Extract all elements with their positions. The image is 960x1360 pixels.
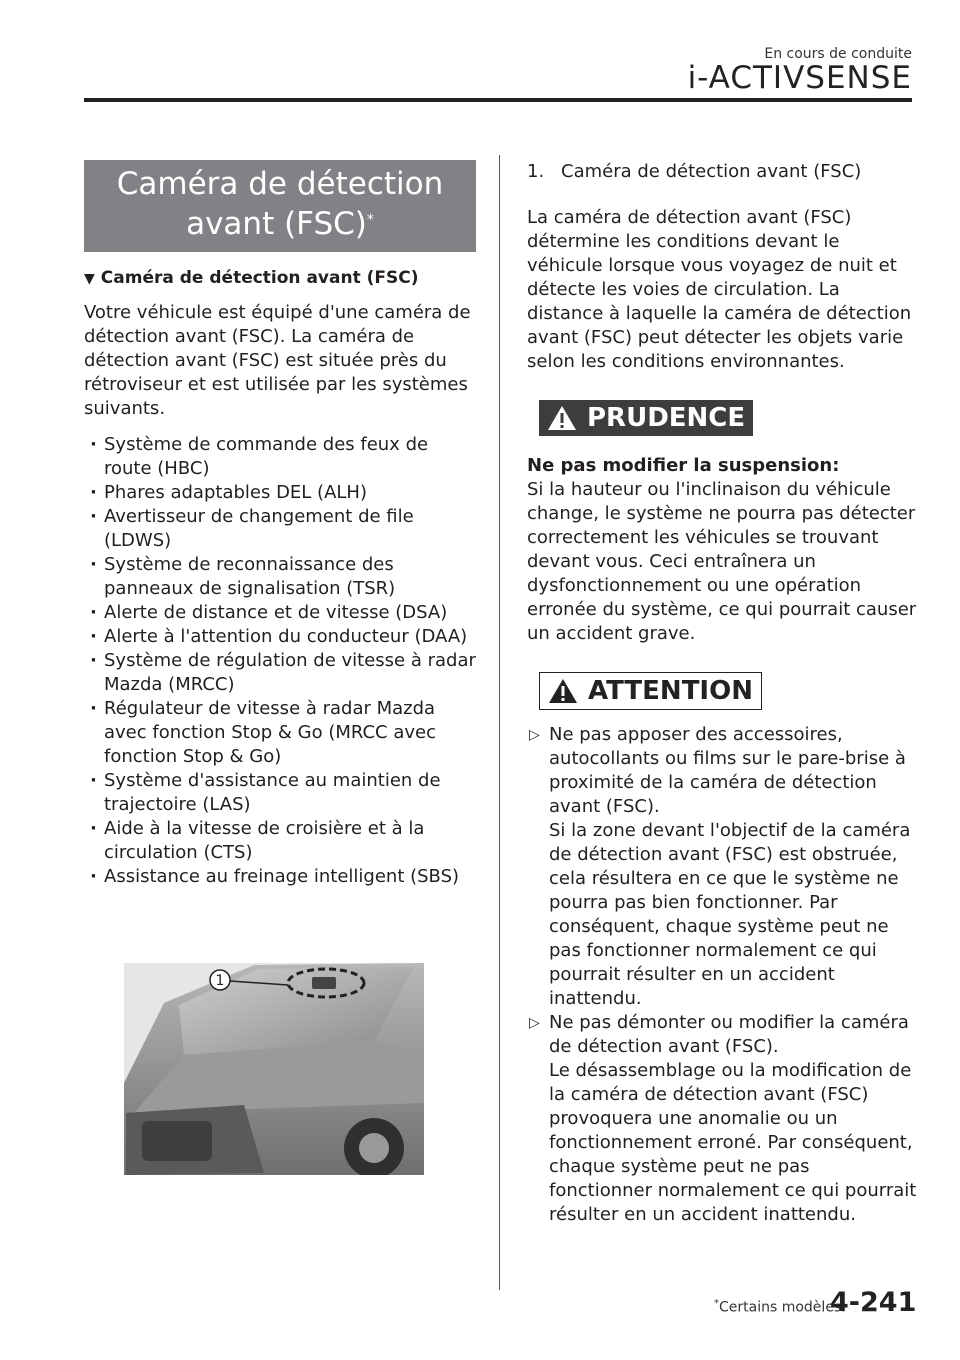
attention-badge xyxy=(539,672,762,710)
footnote-mark: * xyxy=(714,1298,719,1309)
left-column xyxy=(84,160,476,889)
list-item xyxy=(527,1011,917,1227)
warning-triangle-icon xyxy=(548,678,578,704)
title-line-2-text: avant (FSC) xyxy=(186,206,367,242)
title-line-1: Caméra de détection xyxy=(116,166,444,202)
page-title xyxy=(84,160,476,252)
caption-text: Caméra de détection avant (FSC) xyxy=(561,161,862,182)
attention-detail: Le désassemblage ou la modification de la caméra de détection avant (FSC) provoquera une anomalie ou un fonctionnement erroné. Par conséquent, chaque système peut ne pas fonctionner normalement ce qui pourrait résulter en un accident inattendu. xyxy=(549,1060,917,1225)
list-item: · Assistance au freinage intelligent (SBS) xyxy=(84,865,476,889)
wheel-rim xyxy=(359,1133,389,1163)
list-item: · Alerte de distance et de vitesse (DSA) xyxy=(84,601,476,625)
footnote xyxy=(714,1298,846,1316)
subheading xyxy=(84,266,476,291)
list-item xyxy=(527,723,917,1011)
column-divider xyxy=(499,155,500,1290)
list-item: · Avertisseur de changement de file (LDWS) xyxy=(84,505,476,553)
list-item: · Système de régulation de vitesse à radar Mazda (MRCC) xyxy=(84,649,476,697)
header-section: En cours de conduite xyxy=(764,46,912,62)
triangle-down-icon: ▼ xyxy=(84,271,95,287)
header-chapter: i-ACTIVSENSE xyxy=(687,60,912,96)
list-item: · Aide à la vitesse de croisière et à la circulation (CTS) xyxy=(84,817,476,865)
page-number: 4-241 xyxy=(830,1287,917,1318)
list-item: · Régulateur de vitesse à radar Mazda avec fonction Stop & Go (MRCC avec fonction Stop & Go) xyxy=(84,697,476,769)
caution-title: Ne pas modifier la suspension: xyxy=(527,455,840,476)
list-item: · Phares adaptables DEL (ALH) xyxy=(84,481,476,505)
list-item: · Système d'assistance au maintien de trajectoire (LAS) xyxy=(84,769,476,817)
list-item: · Alerte à l'attention du conducteur (DAA) xyxy=(84,625,476,649)
attention-lead: ▷ Ne pas démonter ou modifier la caméra de détection avant (FSC). xyxy=(549,1012,909,1057)
warning-triangle-icon xyxy=(547,405,577,431)
subheading-text: Caméra de détection avant (FSC) xyxy=(100,268,419,288)
intro-paragraph: Votre véhicule est équipé d'une caméra de détection avant (FSC). La caméra de détection avant (FSC) est située près du rétroviseur et est utilisée par les systèmes suivants. xyxy=(84,302,471,419)
header-rule xyxy=(84,98,912,102)
car-camera-illustration xyxy=(124,963,424,1175)
list-item: · Système de reconnaissance des panneaux de signalisation (TSR) xyxy=(84,553,476,601)
title-line-2 xyxy=(84,204,476,244)
list-item: · Système de commande des feux de route (HBC) xyxy=(84,433,476,481)
attention-lead: ▷ Ne pas apposer des accessoires, autocollants ou films sur le pare-brise à proximité de la caméra de détection avant (FSC). xyxy=(549,724,906,817)
attention-label: ATTENTION xyxy=(588,676,753,706)
rearview-mirror xyxy=(312,977,336,989)
systems-list xyxy=(84,433,476,889)
figure-caption xyxy=(527,160,917,184)
asterisk-mark: * xyxy=(366,212,374,228)
caution-badge xyxy=(539,400,753,436)
footnote-text: Certains modèles. xyxy=(719,1299,846,1316)
caption-number: 1. xyxy=(527,161,545,182)
attention-detail: Si la zone devant l'objectif de la caméra de détection avant (FSC) est obstruée, cela résultera en ce que le système ne pourra pas bien fonctionner. Par conséquent, chaque système peut ne pas fonctionner normalement ce qui pourrait résulter en un accident inattendu. xyxy=(549,820,911,1009)
attention-list xyxy=(527,723,917,1227)
grille xyxy=(142,1121,212,1161)
description-paragraph: La caméra de détection avant (FSC) détermine les conditions devant le véhicule lorsque vous voyagez de nuit et détecte les voies de circulation. La distance à laquelle la caméra de détection avant (FSC) peut détecter les objets varie selon les conditions environnantes. xyxy=(527,207,912,372)
caution-text: Si la hauteur ou l'inclinaison du véhicule change, le système ne pourra pas détecter correctement les véhicules se trouvant devant vous. Ceci entraînera un dysfonctionnement ou une opération erronée du système, ce qui pourrait causer un accident grave. xyxy=(527,479,917,644)
callout-number: 1 xyxy=(215,973,225,989)
caution-label: PRUDENCE xyxy=(587,403,746,433)
right-column xyxy=(527,160,917,1227)
